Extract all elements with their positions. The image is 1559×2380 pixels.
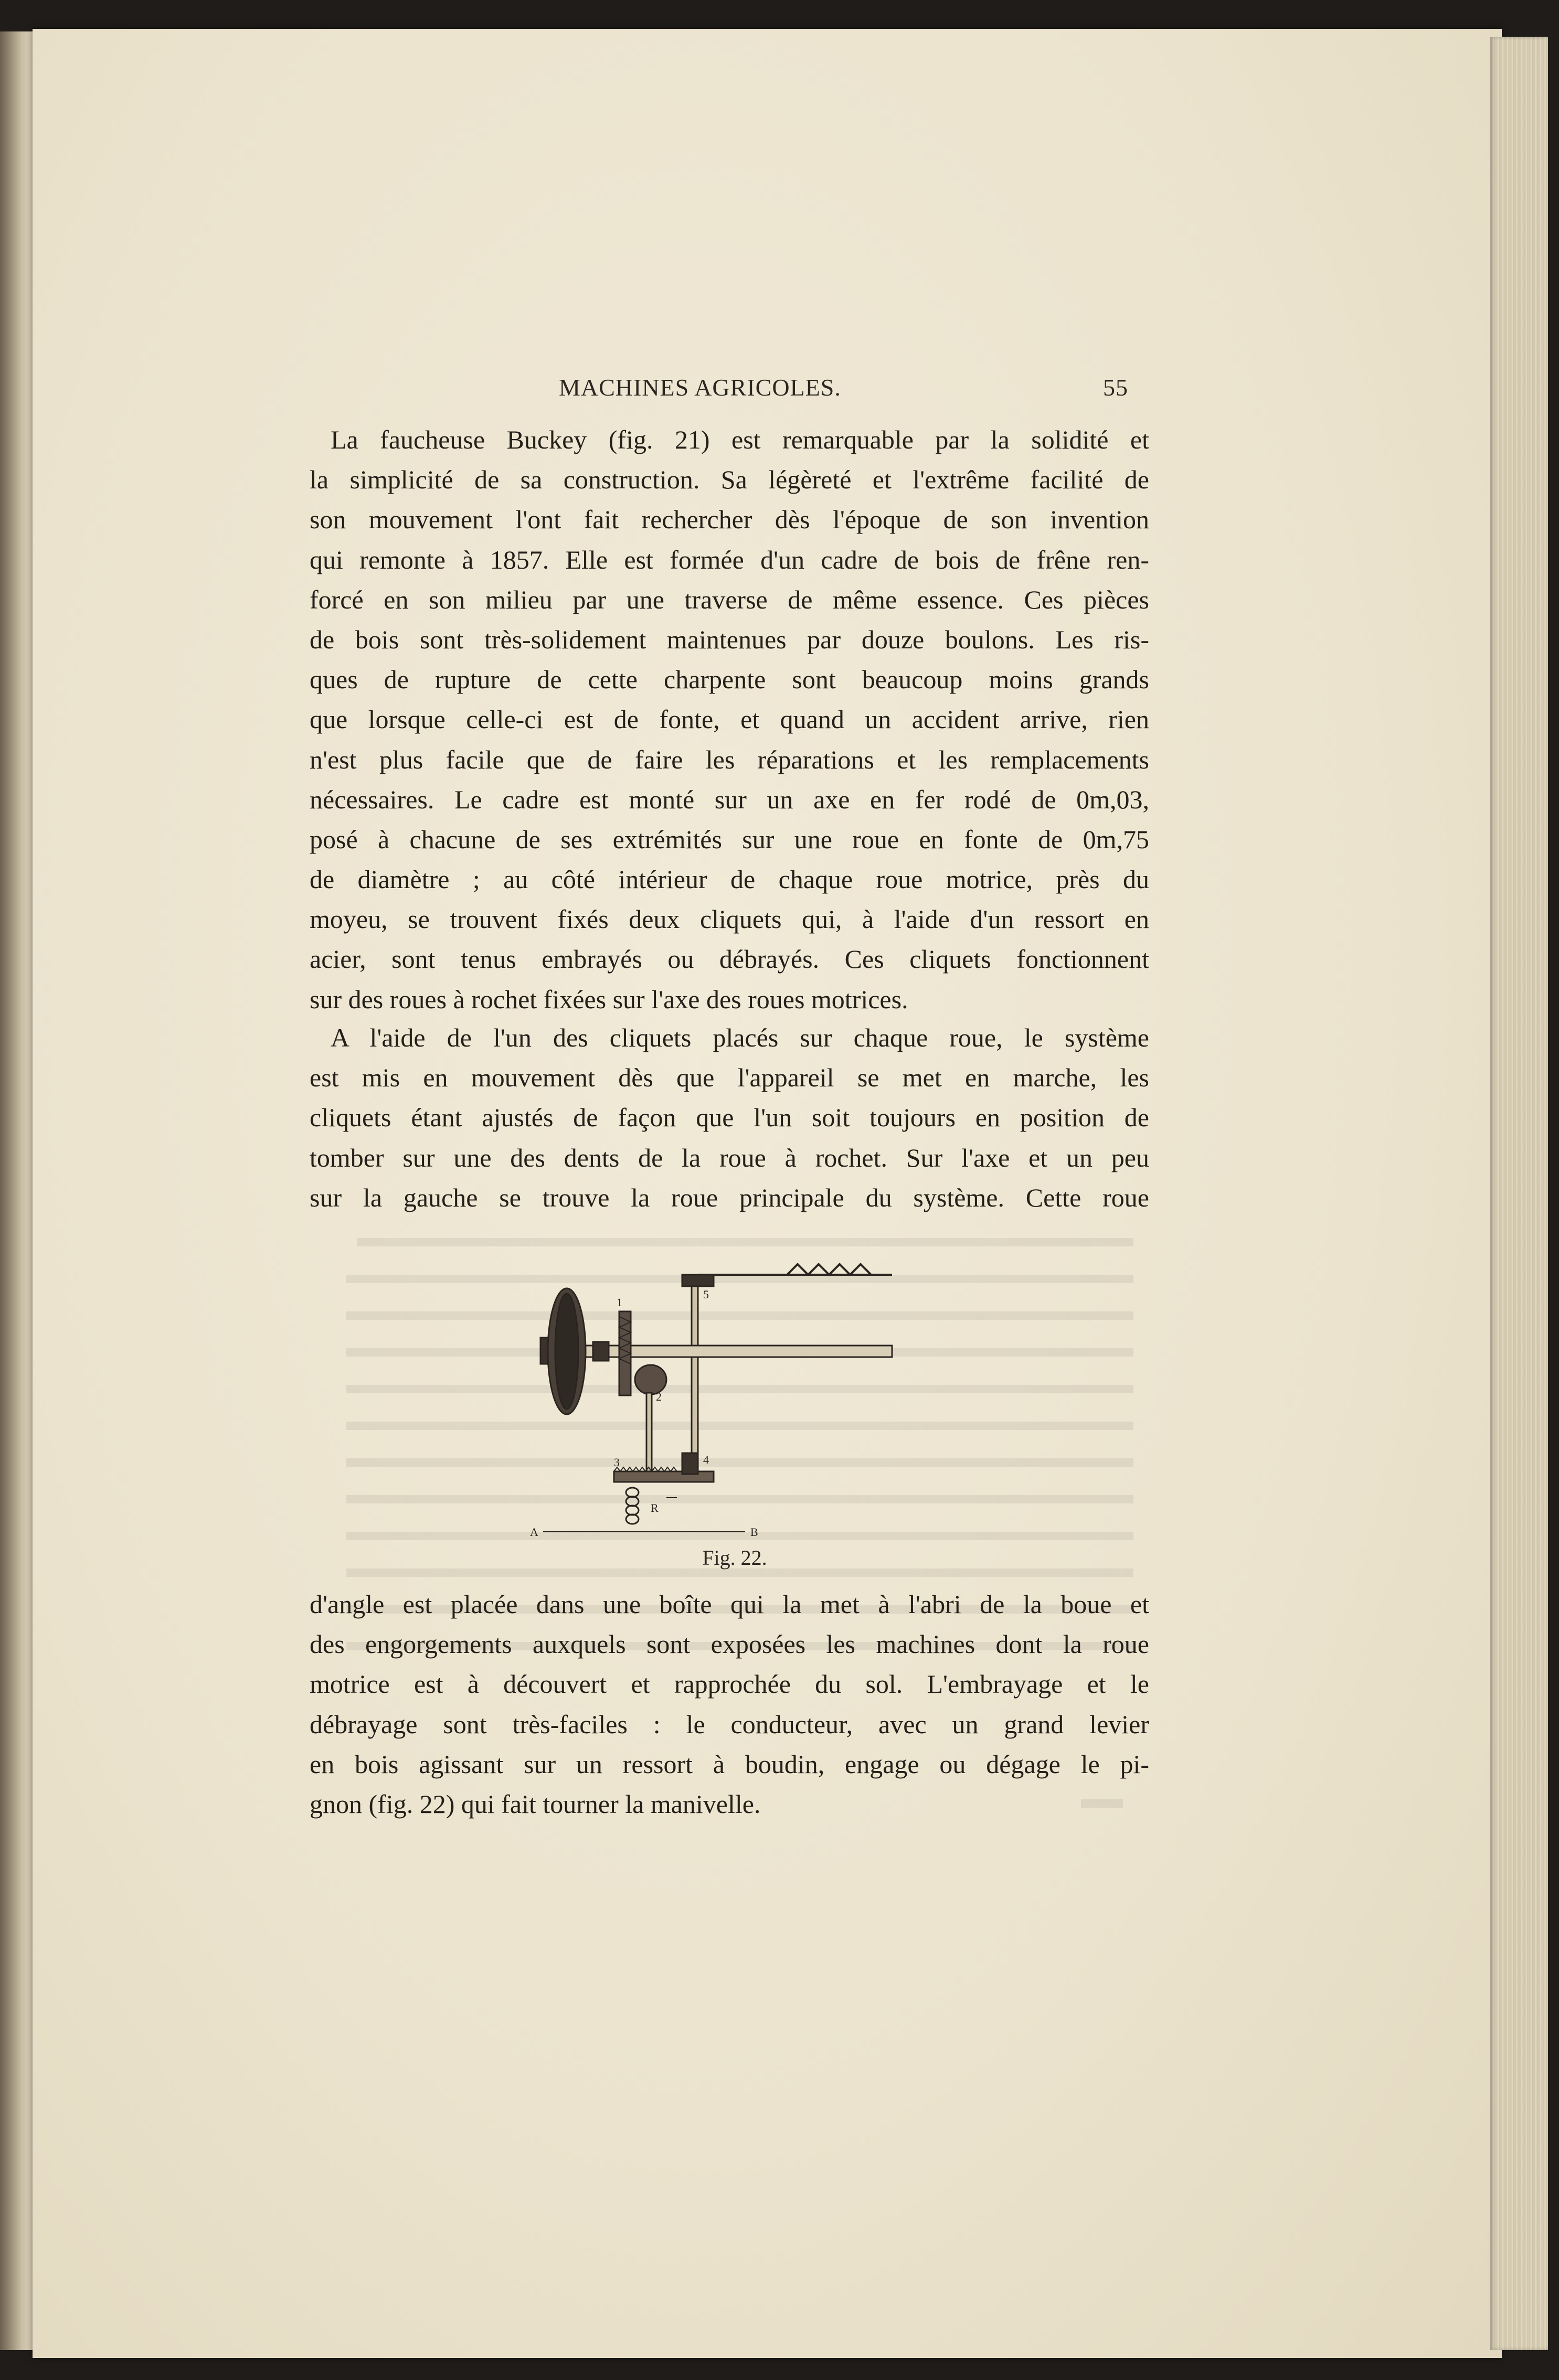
text-line: tomber sur une des dents de la roue à rochet. Sur l'axe et un peu [310,1143,1149,1172]
figure-caption: Fig. 22. [702,1546,767,1570]
text-line: en bois agissant sur un ressort à boudin, engage ou dégage le pi- [310,1749,1149,1779]
figure-label-3: 3 [614,1456,620,1469]
text-line: la simplicité de sa construction. Sa légèreté et l'extrême facilité de [310,465,1149,495]
figure-label-A: A [530,1525,538,1539]
text-line: La faucheuse Buckey (fig. 21) est remarquable par la solidité et [331,425,1149,454]
page-stack-edges [1490,37,1548,2350]
text-line: est mis en mouvement dès que l'appareil se met en marche, les [310,1063,1149,1093]
text-line: sur la gauche se trouve la roue principale du système. Cette roue [310,1182,1149,1212]
text-line: que lorsque celle-ci est de fonte, et quand un accident arrive, rien [310,705,1149,734]
text-line: A l'aide de l'un des cliquets placés sur chaque roue, le système [331,1023,1149,1052]
text-line: débrayage sont très-faciles : le conducteur, avec un grand levier [310,1709,1149,1739]
paragraph-2 [310,1018,1149,1218]
figure-22-illustration [525,1254,918,1547]
text-line: sur des roues à rochet fixées sur l'axe des roues motrices. [310,984,908,1014]
running-title: MACHINES AGRICOLES. [559,374,841,401]
figure-label-B: B [750,1525,758,1539]
text-line: cliquets étant ajustés de façon que l'un soit toujours en position de [310,1103,1149,1133]
text-line: son mouvement l'ont fait rechercher dès l'époque de son invention [310,505,1149,535]
figure-label-2: 2 [656,1390,662,1403]
text-line: des engorgements auxquels sont exposées les machines dont la roue [310,1629,1149,1659]
left-page-edge [0,31,37,2350]
text-line: qui remonte à 1857. Elle est formée d'un cadre de bois de frêne ren- [310,545,1149,574]
page-number: 55 [1103,374,1128,401]
text-line: d'angle est placée dans une boîte qui la met à l'abri de la boue et [310,1589,1149,1619]
figure-label-5: 5 [703,1288,709,1301]
text-line: posé à chacune de ses extrémités sur une roue en fonte de 0m,75 [310,824,1149,854]
text-line: ques de rupture de cette charpente sont beaucoup moins grands [310,665,1149,695]
text-line: gnon (fig. 22) qui fait tourner la manivelle. [310,1789,761,1819]
text-line: moyeu, se trouvent fixés deux cliquets qui, à l'aide d'un ressort en [310,904,1149,934]
text-line: acier, sont tenus embrayés ou débrayés. Ces cliquets fonctionnent [310,944,1149,974]
figure-label-1: 1 [617,1296,622,1309]
figure-label-4: 4 [703,1453,709,1466]
text-line: n'est plus facile que de faire les réparations et les remplacements [310,744,1149,774]
figure-label-R: R [651,1501,659,1514]
paragraph-3 [310,1584,1149,1824]
text-line: motrice est à découvert et rapprochée du sol. L'embrayage et le [310,1669,1149,1699]
text-line: de diamètre ; au côté intérieur de chaque roue motrice, près du [310,865,1149,894]
text-line: nécessaires. Le cadre est monté sur un axe en fer rodé de 0m,03, [310,784,1149,814]
paragraph-1 [310,420,1149,1019]
text-line: forcé en son milieu par une traverse de même essence. Ces pièces [310,584,1149,614]
running-head [559,373,1128,410]
text-line: de bois sont très-solidement maintenues par douze boulons. Les ris- [310,624,1149,654]
